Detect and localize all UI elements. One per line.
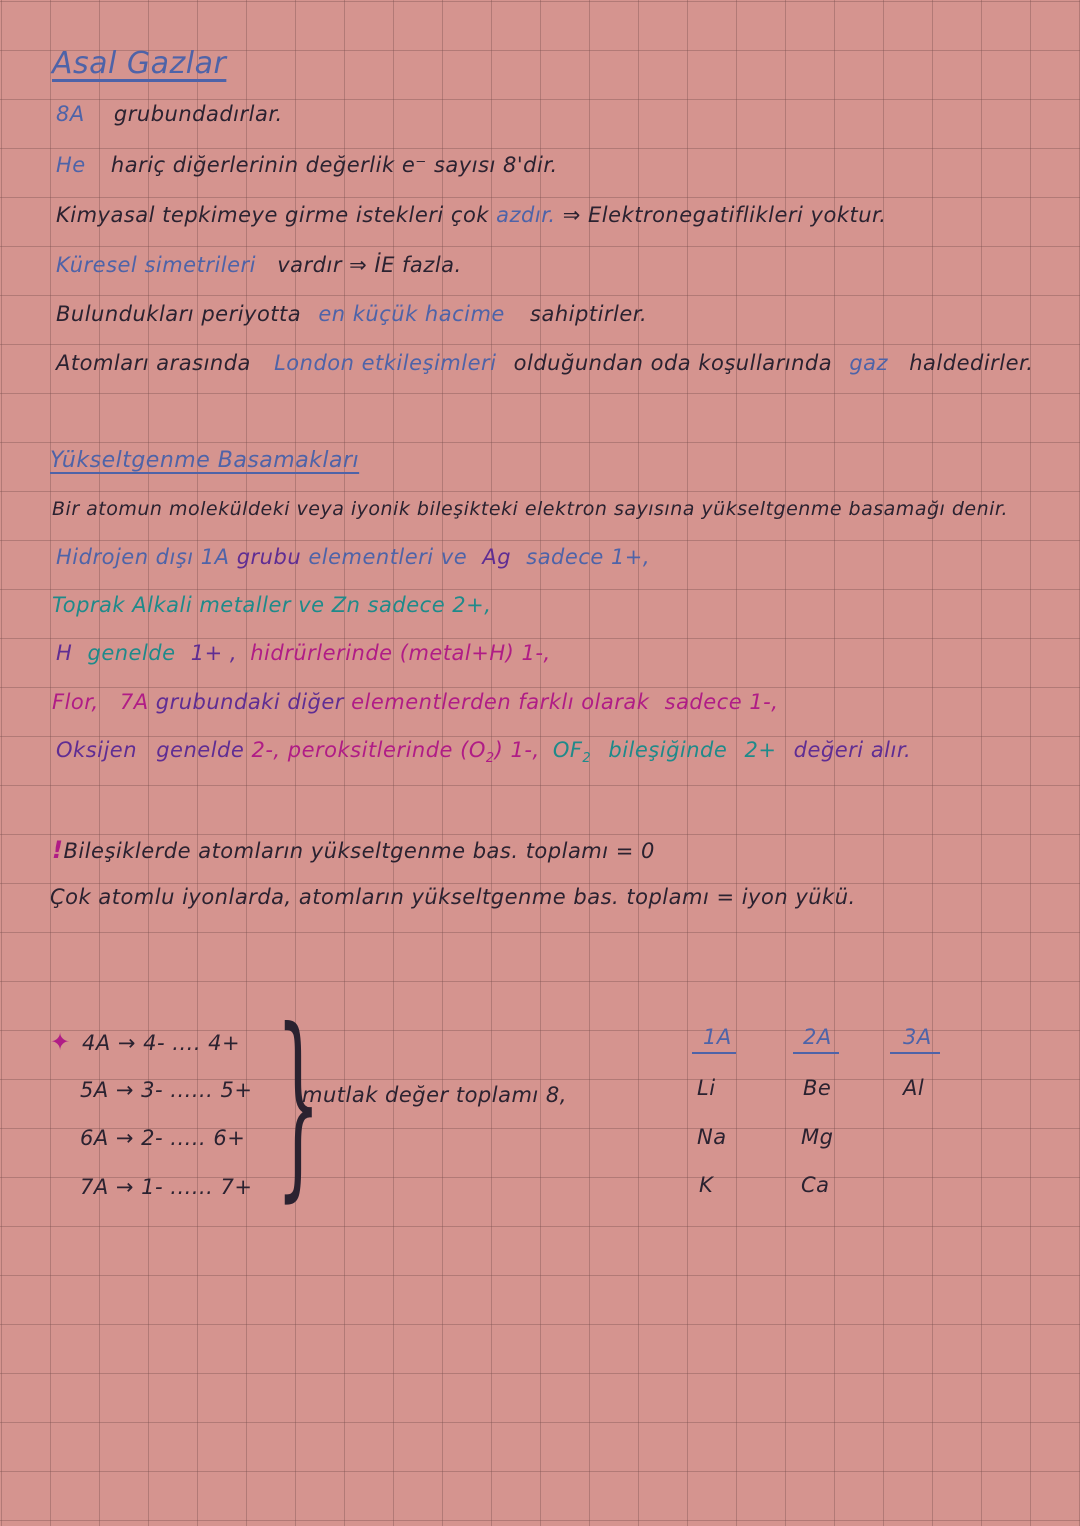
bullet-reactivity	[56, 203, 886, 227]
group-header-2a: 2A	[803, 1025, 832, 1049]
rule1-a: Hidrojen dışı 1A	[56, 545, 230, 569]
group-header-3a: 3A	[903, 1025, 932, 1049]
rule4-b: 7A	[119, 690, 149, 714]
element-ca: Ca	[801, 1173, 830, 1197]
rule-ion-sum: Çok atomlu iyonlarda, atomların yükseltgenme bas. toplamı = iyon yükü.	[50, 885, 856, 909]
bullet-volume	[56, 302, 647, 326]
oxidation-definition: Bir atomun moleküldeki veya iyonik bileşikteki elektron sayısına yükseltgenme basamağı denir.	[52, 498, 1009, 520]
bullet-symmetry	[56, 253, 462, 277]
group-text: grubundadırlar.	[113, 102, 283, 126]
element-k: K	[699, 1173, 714, 1197]
range-4a: 4A → 4- .... 4+	[82, 1031, 241, 1055]
rule1-b: grubu	[236, 545, 302, 569]
reactivity-text: Kimyasal tepkimeye girme istekleri çok	[56, 203, 489, 227]
rule5-d-text: OF	[552, 738, 583, 762]
rule5-c-text: 2-, peroksitlerinde (O	[251, 738, 486, 762]
star-icon: ✦	[50, 1028, 71, 1056]
header-underline-3a	[890, 1052, 940, 1054]
london-text-c: olduğundan oda koşullarında	[513, 351, 833, 375]
rule1-c: elementleri ve	[308, 545, 468, 569]
rule4-a: Flor,	[52, 690, 99, 714]
rule5-d	[552, 738, 592, 767]
valence-text: hariç diğerlerinin değerlik e⁻ sayısı 8'dir.	[110, 153, 558, 177]
volume-text-b: en küçük hacime	[318, 302, 505, 326]
rule-alkaline-earth: Toprak Alkali metaller ve Zn sadece 2+,	[52, 593, 492, 617]
brace-note: mutlak değer toplamı 8,	[302, 1083, 567, 1107]
rule1-d: Ag	[482, 545, 512, 569]
helium-label: He	[56, 153, 86, 177]
london-text-a: Atomları arasında	[56, 351, 251, 375]
rule4-d: elementlerden farklı olarak	[351, 690, 650, 714]
rule5-d-sub: 2	[582, 751, 592, 767]
rule5-a: Oksijen	[56, 738, 138, 762]
rule5-c-sub: 2	[485, 751, 495, 767]
london-text-e: haldedirler.	[909, 351, 1034, 375]
rule5-e: bileşiğinde	[608, 738, 728, 762]
rule3-d: hidrürlerinde (metal+H) 1-,	[250, 641, 551, 665]
group-header-1a: 1A	[703, 1025, 732, 1049]
right-brace-icon: }	[276, 987, 321, 1220]
rule3-a: H	[56, 641, 73, 665]
volume-text-a: Bulundukları periyotta	[56, 302, 302, 326]
reactivity-low: azdır.	[496, 203, 556, 227]
section-title-noble-gases: Asal Gazlar	[52, 46, 227, 81]
volume-text-c: sahiptirler.	[530, 302, 648, 326]
element-be: Be	[803, 1076, 832, 1100]
bullet-valence	[56, 153, 558, 177]
range-6a: 6A → 2- ..... 6+	[80, 1126, 246, 1150]
ionization-text: vardır ⇒ İE fazla.	[277, 253, 462, 277]
rule4-e: sadece 1-,	[664, 690, 779, 714]
bullet-london	[56, 351, 1033, 375]
rule5-c	[251, 738, 540, 767]
electronegativity-text: ⇒ Elektronegatiflikleri yoktur.	[562, 203, 887, 227]
rule5-b: genelde	[156, 738, 245, 762]
range-5a: 5A → 3- ...... 5+	[80, 1078, 253, 1102]
london-gas: gaz	[849, 351, 889, 375]
rule-fluorine	[52, 690, 778, 714]
rule-oxygen	[56, 738, 911, 766]
header-underline-2a	[793, 1052, 839, 1054]
rule5-f: 2+	[744, 738, 777, 762]
element-li: Li	[697, 1076, 716, 1100]
bullet-group	[56, 102, 283, 126]
rule5-c-end: ) 1-,	[494, 738, 540, 762]
group-label: 8A	[56, 102, 85, 126]
rule-hydrogen	[56, 641, 551, 665]
london-text-b: London etkileşimleri	[274, 351, 497, 375]
range-7a: 7A → 1- ...... 7+	[80, 1175, 253, 1199]
rule-compound-sum	[52, 836, 655, 864]
exclamation-icon: !	[52, 836, 64, 864]
element-al: Al	[903, 1076, 925, 1100]
rule3-c: 1+ ,	[190, 641, 238, 665]
element-mg: Mg	[801, 1125, 834, 1149]
rule5-h: alır.	[870, 738, 912, 762]
rule4-c: grubundaki diğer	[155, 690, 344, 714]
element-na: Na	[697, 1125, 727, 1149]
header-underline-1a	[692, 1052, 736, 1054]
compound-sum-text: Bileşiklerde atomların yükseltgenme bas. toplamı = 0	[63, 839, 655, 863]
symmetry-text: Küresel simetrileri	[56, 253, 257, 277]
rule3-b: genelde	[87, 641, 176, 665]
section-title-oxidation: Yükseltgenme Basamakları	[50, 448, 360, 473]
rule-group1a	[56, 545, 650, 569]
rule1-e: sadece 1+,	[526, 545, 651, 569]
rule5-g: değeri	[793, 738, 864, 762]
